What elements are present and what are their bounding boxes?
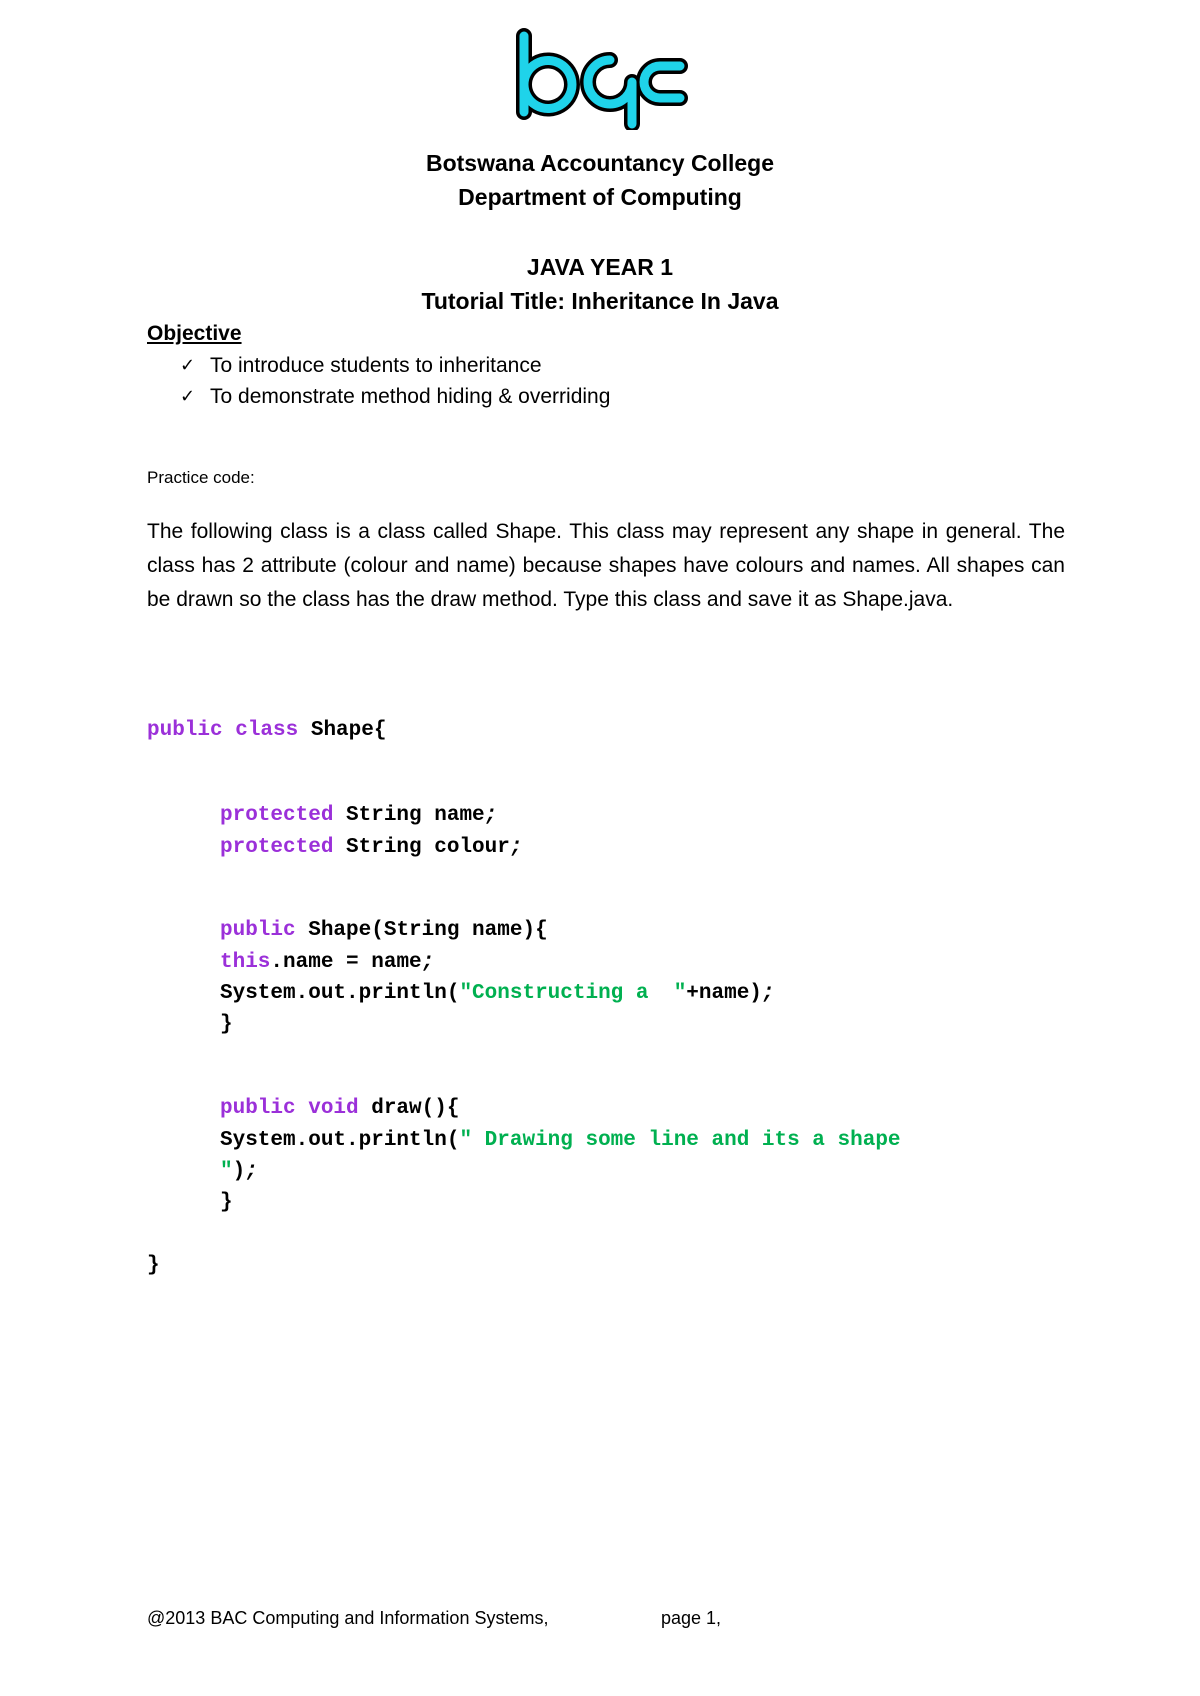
footer-page-number: page 1, [661, 1608, 722, 1628]
department-name: Department of Computing [458, 184, 742, 210]
checkmark-icon: ✓ [180, 386, 196, 406]
intro-paragraph: The following class is a class called Shape. This class may represent any shape in general. The class has 2 attribute (colour and name) because shapes have colours and names. All shapes can be drawn so the class has the draw method. Type this class and save it as Shape.java. [147, 520, 1065, 611]
checkmark-icon: ✓ [180, 355, 196, 375]
code-line-class-decl: public class Shape{ [147, 719, 387, 742]
code-line-println-construct: System.out.println("Constructing a "+name); [220, 982, 775, 1005]
footer-copyright: @2013 BAC Computing and Information Systems, [147, 1608, 549, 1628]
objective-list [180, 350, 610, 412]
code-line-close-brace: } [220, 1013, 233, 1036]
tutorial-title: Tutorial Title: Inheritance In Java [421, 288, 779, 314]
objective-item [180, 350, 610, 381]
code-line-field-colour: protected String colour; [220, 836, 523, 859]
practice-code-label: Practice code: [147, 468, 255, 487]
objective-heading: Objective [147, 322, 242, 345]
code-line-field-name: protected String name; [220, 804, 498, 827]
bac-logo [510, 26, 690, 130]
code-line-constructor: public Shape(String name){ [220, 919, 548, 942]
objective-item [180, 381, 610, 412]
objective-item-text: To introduce students to inheritance [210, 353, 542, 377]
code-line-println-draw: System.out.println(" Drawing some line and its a shape [220, 1129, 901, 1152]
course-year: JAVA YEAR 1 [526, 254, 674, 280]
code-line-class-close: } [147, 1254, 160, 1277]
objective-item-text: To demonstrate method hiding & overriding [210, 384, 611, 408]
code-line-println-draw-end: "); [220, 1160, 258, 1183]
college-name: Botswana Accountancy College [425, 150, 775, 176]
code-line-this-assign: this.name = name; [220, 951, 435, 974]
code-line-draw-method: public void draw(){ [220, 1097, 460, 1120]
code-line-close-brace: } [220, 1191, 233, 1214]
